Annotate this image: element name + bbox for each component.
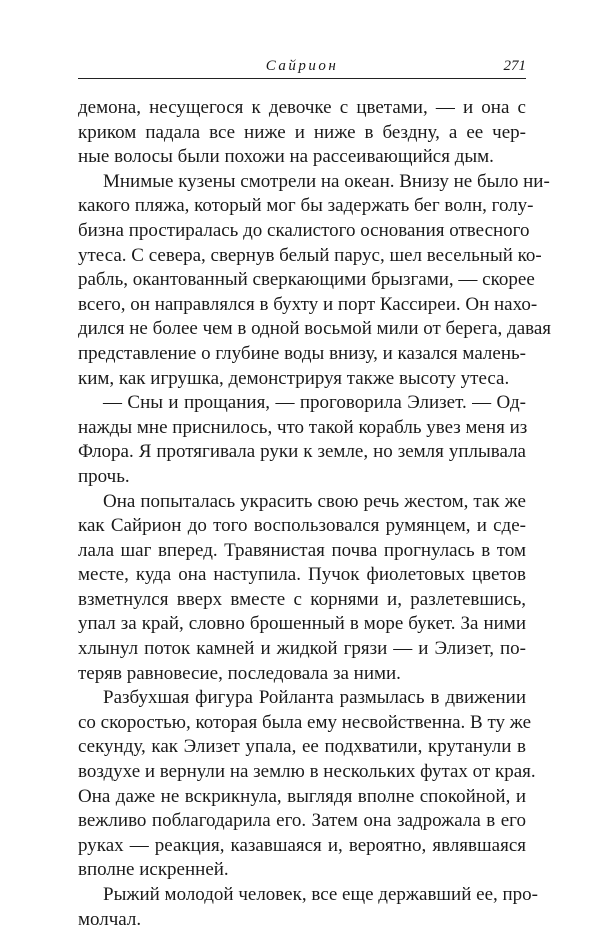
text-line: руках — реакция, казавшаяся и, вероятно, являвшаяся [78,834,526,856]
text-line: Разбухшая фигура Ройланта размылась в движении [103,687,526,709]
text-line: взметнулся вверх вместе с корнями и, разлетевшись, [78,588,526,610]
text-line: хлынул поток камней и жидкой грязи — и Элизет, по- [78,638,526,660]
running-head [78,58,526,79]
text-line: ким, как игрушка, демонстрируя также высоту утеса. [78,367,510,389]
text-line: бизна простиралась до скалистого основания отвесного [78,219,530,241]
text-line: Рыжий молодой человек, все еще державший ее, про- [103,884,538,905]
paragraph-1 [78,96,526,170]
text-line: Она попыталась украсить свою речь жестом, так же [103,490,526,512]
text-line: секунду, как Элизет упала, ее подхватили, крутанули в [78,736,526,758]
text-line: демона, несущегося к девочке с цветами, — и она с [78,97,526,118]
text-line: рабль, окантованный сверкающими брызгами, — скорее [78,269,535,291]
text-line: криком падала все ниже и ниже в бездну, а ее чер- [78,121,526,143]
text-line: Она даже не вскрикнула, выглядя вполне спокойной, и [78,785,526,807]
paragraph-4 [78,490,526,687]
text-line: лала шаг вперед. Травянистая почва прогнулась в том [78,539,526,561]
text-line: Флора. Я протягивала руки к земле, но земля уплывала [78,441,526,463]
text-line: — Сны и прощания, — проговорила Элизет. — Од- [103,392,526,414]
text-line: представление о глубине воды внизу, и казался малень- [78,342,526,364]
text-line: воздухе и вернули на землю в нескольких футах от края. [78,761,536,783]
page-number: 271 [503,58,526,74]
body-text [78,96,552,932]
text-line: теряв равновесие, последовала за ними. [78,662,401,684]
text-line: как Сайрион до того воспользовался румянцем, и сде- [78,515,526,537]
text-line: Мнимые кузены смотрели на океан. Внизу не было ни- [103,170,550,192]
text-line: месте, куда она наступила. Пучок фиолетовых цветов [78,564,526,586]
text-line: молчал. [78,908,142,930]
text-line: вежливо поблагодарила его. Затем она задрожала в его [78,810,526,832]
paragraph-6 [78,883,538,932]
text-line: нажды мне приснилось, что такой корабль увез меня из [78,416,528,438]
text-line: ные волосы были похожи на рассеивающийся дым. [78,146,494,168]
paragraph-2 [78,170,552,391]
text-line: прочь. [78,465,130,487]
paragraph-3 [78,391,526,489]
text-line: какого пляжа, который мог бы задержать бег волн, голу- [78,195,534,217]
text-line: всего, он направлялся в бухту и порт Кассиреи. Он нахо- [78,293,538,315]
running-title: Сайрион [265,58,339,74]
text-line: со скоростью, которая была ему несвойственна. В ту же [78,711,532,733]
text-line: дился не более чем в одной восьмой мили от берега, давая [78,318,552,340]
text-line: упал за край, словно брошенный в море букет. За ними [78,613,526,635]
text-line: утеса. С севера, свернув белый парус, шел весельный ко- [78,244,542,266]
paragraph-5 [78,686,536,883]
text-line: вполне искренней. [78,859,229,881]
